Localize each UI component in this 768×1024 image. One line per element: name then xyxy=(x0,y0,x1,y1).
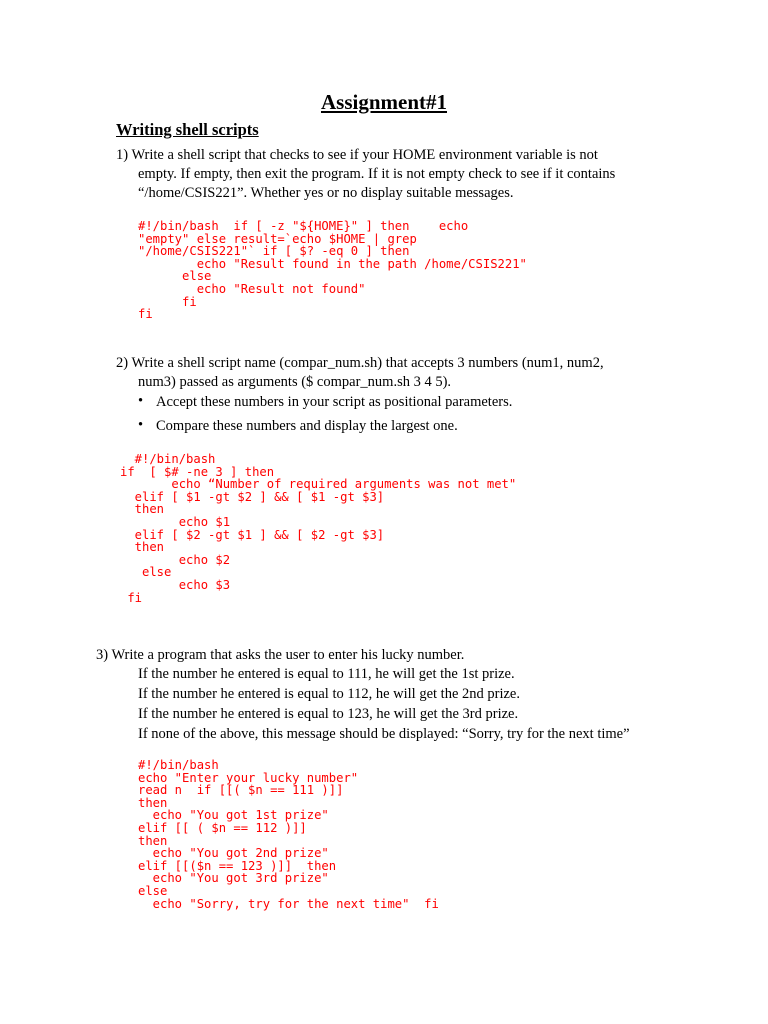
bullet-icon: • xyxy=(138,417,144,433)
q1-code-block: #!/bin/bash if [ -z "${HOME}" ] then echo "empty" else result=`echo $HOME | grep "/home/CSIS221"` if [ $? -eq 0 ] then echo "Result found in the path /home/CSIS221" else echo "Result not found" fi fi xyxy=(138,219,527,322)
bullet-icon: • xyxy=(138,393,144,409)
q2-bullet-1: Accept these numbers in your script as positional parameters. xyxy=(156,394,513,410)
q3-line-3: If the number he entered is equal to 123, he will get the 3rd prize. xyxy=(138,706,519,722)
q2-bullet-2: Compare these numbers and display the largest one. xyxy=(156,418,458,434)
q2-line-2: num3) passed as arguments ($ compar_num.sh 3 4 5). xyxy=(138,374,452,390)
q3-intro: 3) Write a program that asks the user to enter his lucky number. xyxy=(96,647,465,663)
q2-code-block: #!/bin/bash if [ $# -ne 3 ] then echo “Number of required arguments was not met" elif [ $1 -gt $2 ] && [ $1 -gt $3] then echo $1 elif [ $2 -gt $1 ] && [ $2 -gt $3] then echo $2 else echo $3 fi xyxy=(120,452,517,605)
q1-line-3: “/home/CSIS221”. Whether yes or no display suitable messages. xyxy=(138,185,514,201)
q3-line-2: If the number he entered is equal to 112, he will get the 2nd prize. xyxy=(138,686,520,702)
q2-line-1: 2) Write a shell script name (compar_num.sh) that accepts 3 numbers (num1, num2, xyxy=(116,355,604,371)
q3-line-1: If the number he entered is equal to 111, he will get the 1st prize. xyxy=(138,666,515,682)
q3-line-4: If none of the above, this message should be displayed: “Sorry, try for the next time” xyxy=(138,726,630,742)
section-heading: Writing shell scripts xyxy=(116,120,259,139)
q1-line-2: empty. If empty, then exit the program. If it is not empty check to see if it contains xyxy=(138,166,616,182)
q1-line-1: 1) Write a shell script that checks to see if your HOME environment variable is not xyxy=(116,147,598,163)
q3-code-block: #!/bin/bash echo "Enter your lucky number" read n if [[( $n == 111 )]] then echo "You got 1st prize" elif [[ ( $n == 112 )]] then echo "You got 2nd prize" elif [[($n == 123 )]] then echo "You got 3rd prize" else echo "Sorry, try for the next time" fi xyxy=(138,758,439,911)
page-title: Assignment#1 xyxy=(320,90,447,114)
